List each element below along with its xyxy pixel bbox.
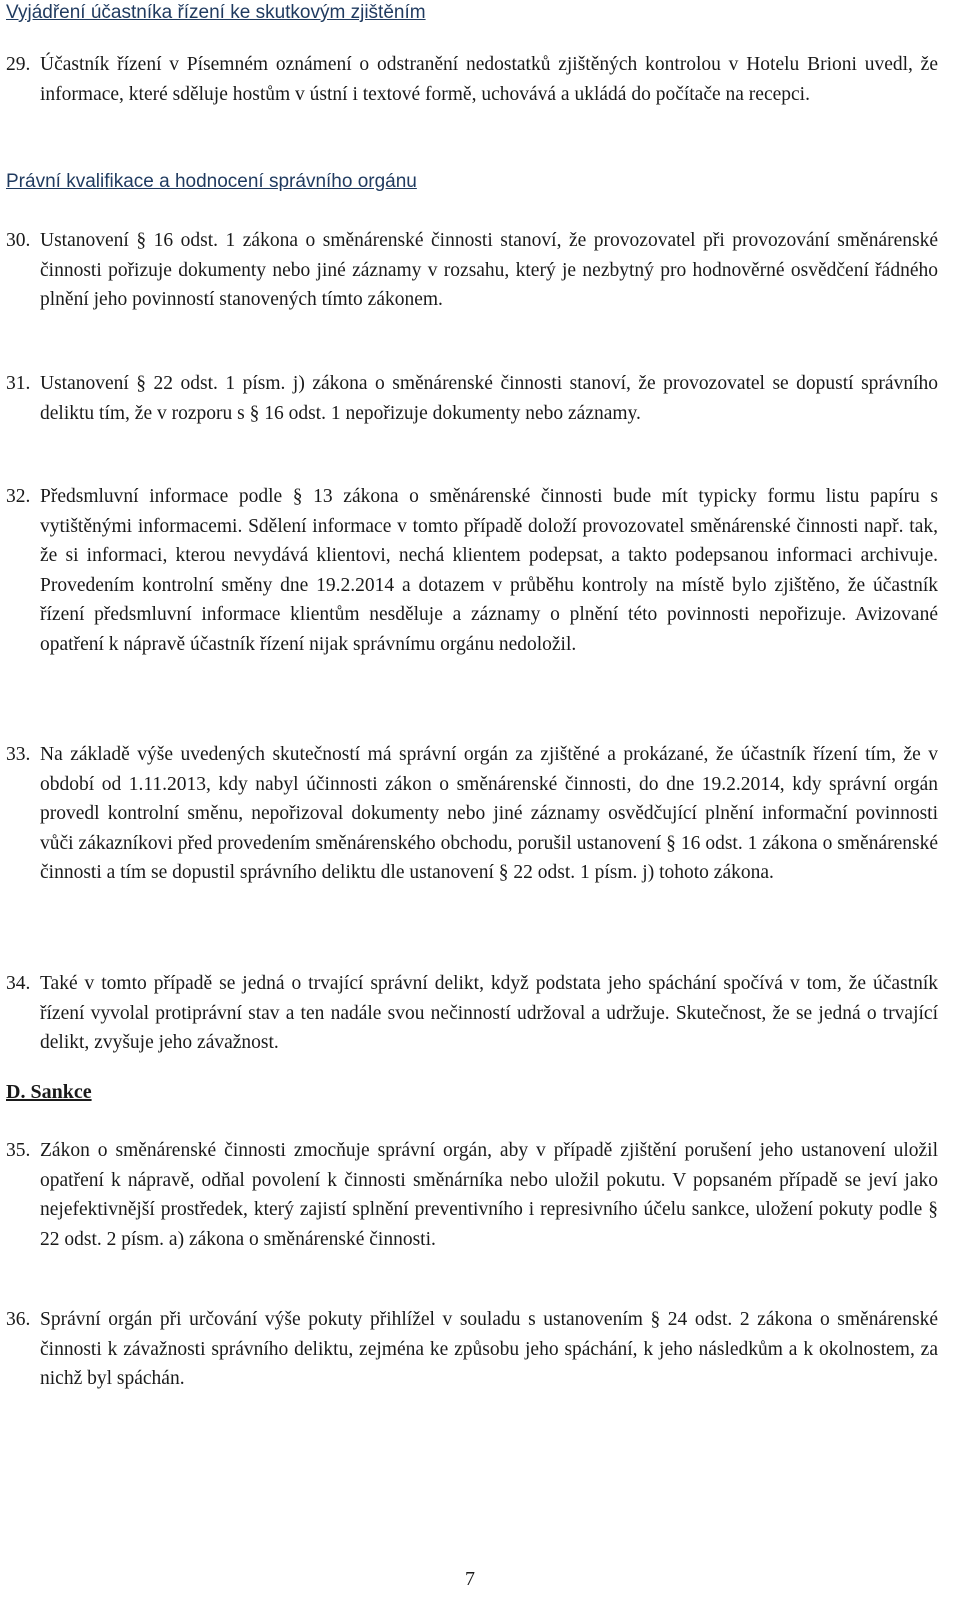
- paragraph-29: [6, 50, 938, 109]
- paragraph-number: 34.: [6, 973, 31, 994]
- paragraph-text: Zákon o směnárenské činnosti zmocňuje správní orgán, aby v případě zjištění porušení jeho ustanovení uložil opatření k nápravě, odňal povolení k činnosti směnárníka nebo uložil pokutu. V popsaném případě se jeví jako nejefektivnější prostředek, který zajistí splnění preventivního i represivního účelu sankce, uložení pokuty podle § 22 odst. 2 písm. a) zákona o směnárenské činnosti.: [40, 1140, 938, 1250]
- paragraph-30: [6, 226, 938, 315]
- paragraph-number: 35.: [6, 1140, 31, 1161]
- paragraph-text: Účastník řízení v Písemném oznámení o odstranění nedostatků zjištěných kontrolou v Hotelu Brioni uvedl, že informace, které sděluje hostům v ústní i textové formě, uchovává a ukládá do počítače na recepci.: [40, 54, 938, 105]
- paragraph-text: Také v tomto případě se jedná o trvající správní delikt, když podstata jeho spáchání spočívá v tom, že účastník řízení vyvolal protiprávní stav a ten nadále svou nečinností udržoval a udržuje. Skutečnost, že se jedná o trvající delikt, zvyšuje jeho závažnost.: [40, 973, 938, 1054]
- paragraph-34: [6, 969, 938, 1058]
- paragraph-number: 32.: [6, 486, 31, 507]
- paragraph-number: 30.: [6, 230, 31, 251]
- paragraph-35: [6, 1136, 938, 1254]
- heading-skutkova-zjisteni: Vyjádření účastníka řízení ke skutkovým zjištěním: [6, 2, 426, 23]
- heading-pravni-kvalifikace: Právní kvalifikace a hodnocení správního orgánu: [6, 171, 417, 192]
- paragraph-number: 36.: [6, 1309, 31, 1330]
- page-number: 7: [465, 1568, 475, 1590]
- section-heading-sankce: D. Sankce: [6, 1081, 92, 1103]
- paragraph-31: [6, 369, 938, 428]
- paragraph-36: [6, 1305, 938, 1394]
- paragraph-number: 33.: [6, 744, 31, 765]
- paragraph-text: Na základě výše uvedených skutečností má správní orgán za zjištěné a prokázané, že účastník řízení tím, že v období od 1.11.2013, kdy nabyl účinnosti zákon o směnárenské činnosti, do dne 19.2.2014, kdy správní orgán provedl kontrolní směnu, nepořizoval dokumenty nebo jiné záznamy osvědčující plnění informační povinnosti vůči zákazníkovi před provedením směnárenského obchodu, porušil ustanovení § 16 odst. 1 zákona o směnárenské činnosti a tím se dopustil správního deliktu dle ustanovení § 22 odst. 1 písm. j) tohoto zákona.: [40, 744, 938, 884]
- paragraph-text: Správní orgán při určování výše pokuty přihlížel v souladu s ustanovením § 24 odst. 2 zákona o směnárenské činnosti k závažnosti správního deliktu, zejména ke způsobu jeho spáchání, k jeho následkům a k okolnostem, za nichž byl spáchán.: [40, 1309, 938, 1390]
- paragraph-text: Ustanovení § 16 odst. 1 zákona o směnárenské činnosti stanoví, že provozovatel při provozování směnárenské činnosti pořizuje dokumenty nebo jiné záznamy v rozsahu, který je nezbytný pro hodnověrné osvědčení řádného plnění jeho povinností stanovených tímto zákonem.: [40, 230, 938, 311]
- paragraph-33: [6, 740, 938, 888]
- paragraph-number: 31.: [6, 373, 31, 394]
- paragraph-text: Předsmluvní informace podle § 13 zákona o směnárenské činnosti bude mít typicky formu listu papíru s vytištěnými informacemi. Sdělení informace v tomto případě doloží provozovatel směnárenské činnosti např. tak, že si informaci, kterou nevydává klientovi, nechá klientem podepsat, a takto podepsanou informaci archivuje. Provedením kontrolní směny dne 19.2.2014 a dotazem v průběhu kontroly na místě bylo zjištěno, že účastník řízení předsmluvní informace klientům nesděluje a záznamy o plnění této povinnosti nepořizuje. Avizované opatření k nápravě účastník řízení nijak správnímu orgánu nedoložil.: [40, 486, 938, 655]
- paragraph-32: [6, 482, 938, 660]
- paragraph-text: Ustanovení § 22 odst. 1 písm. j) zákona o směnárenské činnosti stanoví, že provozovatel se dopustí správního deliktu tím, že v rozporu s § 16 odst. 1 nepořizuje dokumenty nebo záznamy.: [40, 373, 938, 424]
- paragraph-number: 29.: [6, 54, 31, 75]
